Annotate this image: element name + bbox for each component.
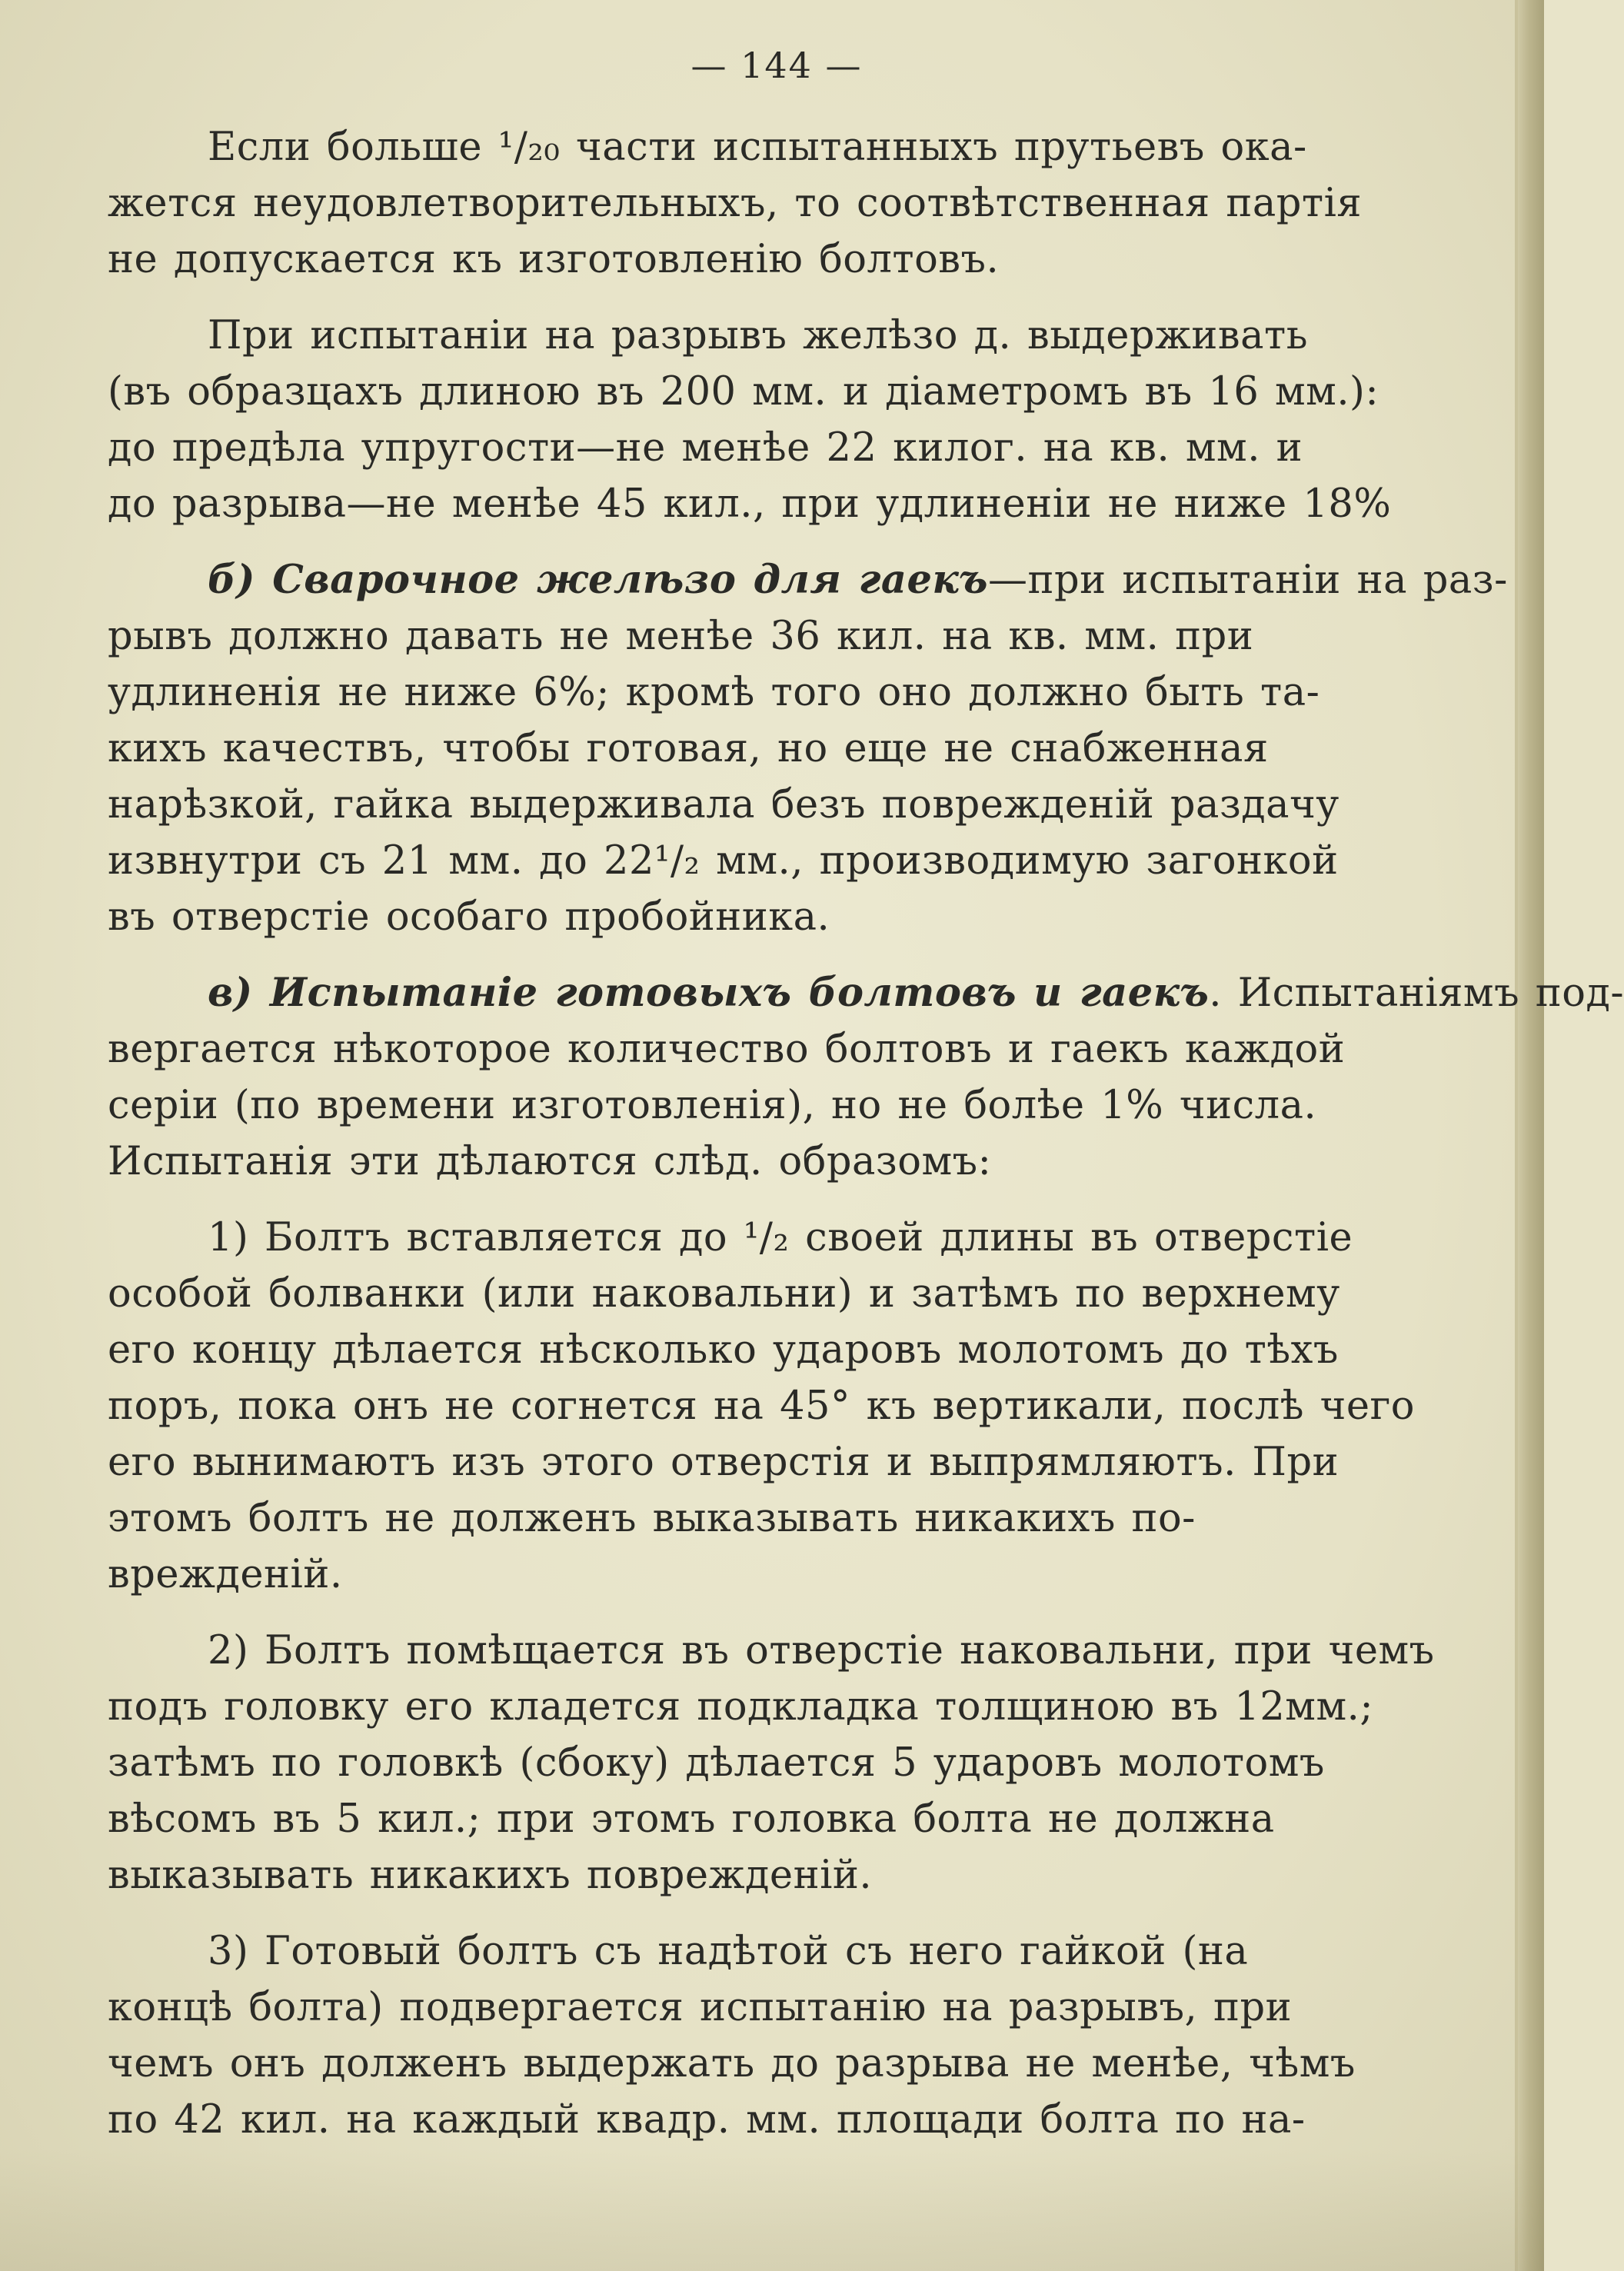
text-line: При испытаніи на разрывъ желѣзо д. выдерживать [208,313,1309,358]
text-fragment: . Испытаніямъ под- [1209,971,1624,1016]
paragraph-4 [108,965,1624,1190]
text-line: его вынимаютъ изъ этого отверстія и выпрямляютъ. При [108,1440,1339,1485]
text-line: до разрыва—не менѣе 45 кил., при удлиненіи не ниже 18% [108,481,1392,527]
text-line: жется неудовлетворительныхъ, то соотвѣтственная партія [108,181,1363,226]
text-line [108,552,1508,608]
page-number: — 144 — [691,45,863,86]
text-line: его концу дѣлается нѣсколько ударовъ молотомъ до тѣхъ [108,1327,1339,1373]
text-line: кихъ качествъ, чтобы готовая, но еще не снабженная [108,726,1269,771]
text-line: чемъ онъ долженъ выдержать до разрыва не менѣе, чѣмъ [108,2041,1356,2086]
paragraph-6 [108,1623,1492,1903]
text-line: 1) Болтъ вставляется до ¹/₂ своей длины въ отверстіе [208,1215,1353,1260]
text-line: удлиненія не ниже 6%; кромѣ того оно должно быть та- [108,670,1320,715]
text-line: вергается нѣкоторое количество болтовъ и гаекъ каждой [108,1027,1346,1072]
text-line: вѣсомъ въ 5 кил.; при этомъ головка болта не должна [108,1796,1275,1842]
text-line: особой болванки (или наковальни) и затѣмъ по верхнему [108,1271,1340,1317]
text-line: серіи (по времени изготовленія), но не болѣе 1% числа. [108,1083,1317,1128]
text-line: 2) Болтъ помѣщается въ отверстіе наковальни, при чемъ [208,1628,1435,1673]
section-heading-b: б) Сварочное желѣзо для гаекъ [208,557,989,603]
section-heading-v: в) Испытаніе готовыхъ болтовъ и гаекъ [208,970,1210,1016]
text-fragment: —при испытаніи на раз- [988,558,1508,603]
text-line: Испытанія эти дѣлаются слѣд. образомъ: [108,1139,992,1184]
paragraph-2 [108,308,1492,532]
text-line: затѣмъ по головкѣ (сбоку) дѣлается 5 ударовъ молотомъ [108,1740,1325,1786]
text-line: (въ образцахъ длиною въ 200 мм. и діаметромъ въ 16 мм.): [108,369,1379,415]
page-edge [1518,0,1544,2271]
text-line: 3) Готовый болтъ съ надѣтой съ него гайкой (на [208,1929,1249,1974]
text-line: врежденій. [108,1552,343,1597]
text-line: поръ, пока онъ не согнется на 45° къ вертикали, послѣ чего [108,1384,1416,1429]
text-line: не допускается къ изготовленію болтовъ. [108,237,1000,282]
paragraph-3 [108,552,1508,945]
text-line: рывъ должно давать не менѣе 36 кил. на кв. мм. при [108,614,1254,659]
text-line: въ отверстіе особаго пробойника. [108,894,830,940]
text-line: по 42 кил. на каждый квадр. мм. площади болта по на- [108,2097,1306,2143]
text-line [108,965,1624,1021]
text-line: подъ головку его кладется подкладка толщиною въ 12мм.; [108,1684,1374,1730]
text-line: концѣ болта) подвергается испытанію на разрывъ, при [108,1985,1293,2030]
text-line: этомъ болтъ не долженъ выказывать никакихъ по- [108,1496,1196,1541]
paragraph-7 [108,1923,1492,2148]
text-line: извнутри съ 21 мм. до 22¹/₂ мм., производимую загонкой [108,838,1339,884]
page-edge-line [1515,0,1518,2271]
page-content [108,42,1624,2154]
paragraph-5 [108,1210,1492,1603]
page-shadow [0,2148,1544,2271]
text-line: Если больше ¹/₂₀ части испытанныхъ прутьевъ ока- [208,125,1307,170]
text-line: нарѣзкой, гайка выдерживала безъ поврежденій раздачу [108,782,1339,827]
paragraph-1 [108,119,1492,288]
text-line: до предѣла упругости—не менѣе 22 килог. на кв. мм. и [108,425,1303,471]
text-line: выказывать никакихъ поврежденій. [108,1853,873,1898]
